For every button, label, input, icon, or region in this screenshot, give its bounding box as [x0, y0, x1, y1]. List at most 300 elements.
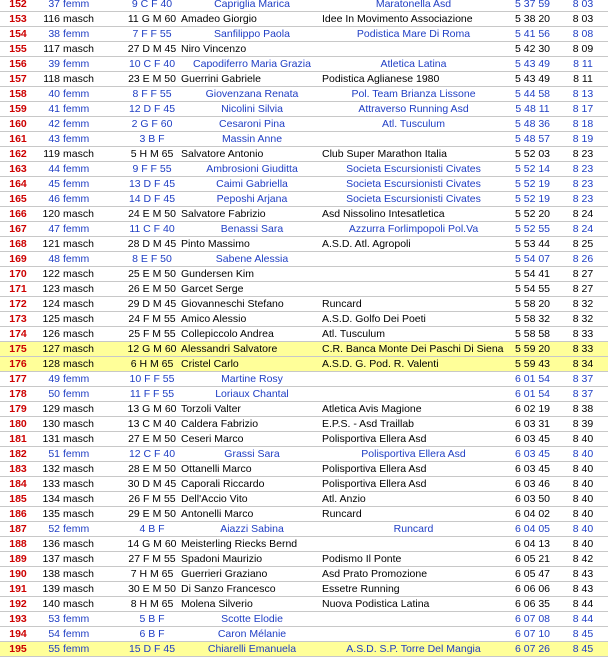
pace-cell: 8 11 [573, 73, 593, 85]
finish-time-cell: 6 03 50 [514, 493, 551, 505]
gender-cell: femm [63, 523, 90, 535]
gender-cell: masch [63, 268, 94, 280]
finish-time-cell: 5 53 44 [514, 238, 551, 250]
athlete-name-cell: Garcet Serge [181, 283, 244, 295]
position-cell: 153 [9, 13, 27, 25]
club-cell: Polisportiva Ellera Asd [322, 478, 427, 490]
athlete-name-cell: Ceseri Marco [181, 433, 244, 445]
position-cell: 161 [9, 133, 27, 145]
gender-cell: masch [63, 598, 94, 610]
finish-time-cell: 5 43 49 [514, 58, 551, 70]
position-cell: 159 [9, 103, 27, 115]
athlete-name-cell: Amico Alessio [181, 313, 247, 325]
gender-cell: masch [63, 553, 94, 565]
pace-cell: 8 08 [572, 28, 594, 40]
position-cell: 171 [9, 283, 27, 295]
finish-time-cell: 5 48 36 [514, 118, 551, 130]
gender-rank-cell: 117 [43, 43, 60, 55]
table-row [0, 102, 608, 117]
position-cell: 184 [9, 478, 27, 490]
club-cell [322, 537, 505, 551]
athlete-name-cell: Caporali Riccardo [181, 478, 265, 490]
athlete-name-cell: Salvatore Antonio [181, 148, 264, 160]
athlete-name-cell: Capodiferro Maria Grazia [193, 58, 311, 70]
gender-rank-cell: 139 [42, 583, 60, 595]
gender-rank-cell: 48 [48, 253, 60, 265]
position-cell: 163 [9, 163, 27, 175]
gender-cell: masch [63, 13, 94, 25]
table-row [0, 627, 608, 642]
finish-time-cell: 5 37 59 [514, 0, 551, 10]
athlete-name-cell: Scotte Elodie [221, 613, 283, 625]
athlete-name-cell: Amadeo Giorgio [181, 13, 257, 25]
athlete-name-cell: Loriaux Chantal [215, 388, 289, 400]
position-cell: 180 [9, 418, 27, 430]
finish-time-cell: 5 52 19 [514, 178, 551, 190]
athlete-name-cell: Cristel Carlo [181, 358, 239, 370]
athlete-name-cell: Caimi Gabriella [216, 178, 288, 190]
athlete-name-cell: Dell'Accio Vito [181, 493, 248, 505]
club-cell: E.P.S. - Asd Traillab [322, 418, 415, 430]
category-cell: 14 G M 60 [127, 538, 177, 550]
category-cell: 15 D F 45 [128, 643, 176, 655]
club-cell: Atl. Tusculum [322, 328, 386, 340]
table-row [0, 162, 608, 177]
table-row [0, 207, 608, 222]
gender-cell: femm [63, 163, 90, 175]
gender-rank-cell: 116 [43, 13, 60, 25]
category-cell: 14 D F 45 [128, 193, 176, 205]
finish-time-cell: 5 58 32 [514, 313, 551, 325]
club-cell: Azzurra Forlimpopoli Pol.Va [348, 223, 479, 235]
club-cell: Club Super Marathon Italia [322, 148, 447, 160]
gender-cell: femm [63, 223, 90, 235]
pace-cell: 8 32 [572, 313, 594, 325]
table-row [0, 12, 608, 27]
athlete-name-cell: Sabene Alessia [215, 253, 289, 265]
gender-rank-cell: 130 [42, 418, 60, 430]
gender-rank-cell: 53 [48, 613, 60, 625]
gender-rank-cell: 42 [48, 118, 60, 130]
club-cell: Atl. Tusculum [381, 118, 446, 130]
gender-rank-cell: 39 [48, 58, 60, 70]
table-row [0, 417, 608, 432]
pace-cell: 8 44 [572, 598, 594, 610]
table-row [0, 387, 608, 402]
gender-rank-cell: 127 [42, 343, 60, 355]
position-cell: 183 [9, 463, 27, 475]
table-row [0, 552, 608, 567]
gender-cell: masch [63, 238, 94, 250]
club-cell: A.S.D. Atl. Agropoli [322, 238, 411, 250]
club-cell: Asd Prato Promozione [322, 568, 428, 580]
position-cell: 173 [9, 313, 27, 325]
category-cell: 26 F M 55 [128, 493, 176, 505]
pace-cell: 8 40 [572, 478, 594, 490]
category-cell: 13 G M 60 [127, 403, 177, 415]
athlete-name-cell: Caron Mélanie [217, 628, 287, 640]
category-cell: 7 F F 55 [132, 28, 172, 40]
pace-cell: 8 37 [572, 373, 594, 385]
athlete-name-cell: Giovenzana Renata [205, 88, 299, 100]
finish-time-cell: 5 58 20 [514, 298, 551, 310]
pace-cell: 8 25 [572, 238, 594, 250]
category-cell: 11 F F 55 [129, 388, 175, 400]
position-cell: 179 [9, 403, 27, 415]
table-row [0, 582, 608, 597]
gender-cell: masch [63, 583, 94, 595]
pace-cell: 8 40 [572, 538, 594, 550]
pace-cell: 8 23 [572, 163, 594, 175]
table-row [0, 282, 608, 297]
athlete-name-cell: Cesaroni Pina [219, 118, 285, 130]
gender-rank-cell: 54 [48, 628, 60, 640]
table-row [0, 297, 608, 312]
club-cell [322, 267, 505, 281]
gender-cell: masch [63, 493, 94, 505]
gender-rank-cell: 123 [42, 283, 60, 295]
pace-cell: 8 40 [572, 523, 594, 535]
club-cell: Polisportiva Ellera Asd [361, 448, 466, 460]
table-row [0, 597, 608, 612]
pace-cell: 8 38 [572, 403, 594, 415]
table-row [0, 642, 608, 657]
club-cell: Idee In Movimento Associazione [322, 13, 473, 25]
gender-cell: femm [63, 613, 90, 625]
finish-time-cell: 5 52 14 [514, 163, 551, 175]
athlete-name-cell: Benassi Sara [220, 223, 284, 235]
category-cell: 3 B F [139, 133, 165, 145]
finish-time-cell: 5 59 20 [514, 343, 551, 355]
finish-time-cell: 5 48 57 [514, 133, 551, 145]
athlete-name-cell: Capriglia Marica [214, 0, 290, 10]
gender-rank-cell: 128 [42, 358, 60, 370]
gender-rank-cell: 40 [48, 88, 60, 100]
pace-cell: 8 23 [572, 148, 594, 160]
table-row [0, 57, 608, 72]
gender-cell: femm [63, 178, 90, 190]
category-cell: 26 E M 50 [128, 283, 176, 295]
category-cell: 27 F M 55 [128, 553, 176, 565]
category-cell: 5 B F [139, 613, 165, 625]
gender-cell: masch [63, 148, 94, 160]
gender-rank-cell: 44 [48, 163, 60, 175]
table-row [0, 147, 608, 162]
pace-cell: 8 34 [572, 358, 594, 370]
athlete-name-cell: Aiazzi Sabina [220, 523, 284, 535]
gender-cell: masch [63, 43, 94, 55]
table-row [0, 372, 608, 387]
gender-rank-cell: 47 [48, 223, 60, 235]
category-cell: 2 G F 60 [131, 118, 173, 130]
club-cell: Societa Escursionisti Civates [346, 178, 481, 190]
gender-cell: masch [63, 508, 94, 520]
finish-time-cell: 6 02 19 [514, 403, 551, 415]
position-cell: 165 [9, 193, 27, 205]
position-cell: 187 [9, 523, 27, 535]
club-cell: Podistica Mare Di Roma [356, 28, 471, 40]
athlete-name-cell: Molena Silverio [181, 598, 253, 610]
gender-cell: femm [63, 193, 90, 205]
finish-time-cell: 6 07 26 [514, 643, 551, 655]
position-cell: 191 [9, 583, 27, 595]
gender-cell: femm [63, 388, 90, 400]
gender-rank-cell: 124 [42, 298, 60, 310]
athlete-name-cell: Peposhi Arjana [216, 193, 288, 205]
position-cell: 170 [9, 268, 27, 280]
club-cell: Atl. Anzio [322, 493, 366, 505]
position-cell: 174 [9, 328, 27, 340]
table-row [0, 477, 608, 492]
athlete-name-cell: Guerrieri Graziano [181, 568, 268, 580]
club-cell [322, 252, 505, 266]
table-row [0, 432, 608, 447]
athlete-name-cell: Massin Anne [221, 133, 283, 145]
category-cell: 23 E M 50 [128, 73, 176, 85]
pace-cell: 8 40 [572, 508, 594, 520]
position-cell: 177 [9, 373, 27, 385]
gender-cell: masch [63, 433, 94, 445]
gender-rank-cell: 37 [48, 0, 60, 10]
athlete-name-cell: Ottanelli Marco [181, 463, 252, 475]
athlete-name-cell: Caldera Fabrizio [181, 418, 259, 430]
gender-rank-cell: 121 [42, 238, 60, 250]
table-row [0, 72, 608, 87]
finish-time-cell: 6 03 46 [514, 478, 551, 490]
pace-cell: 8 43 [572, 568, 594, 580]
position-cell: 188 [9, 538, 27, 550]
finish-time-cell: 5 58 58 [514, 328, 551, 340]
pace-cell: 8 45 [572, 643, 594, 655]
gender-cell: masch [63, 358, 94, 370]
position-cell: 181 [9, 433, 27, 445]
gender-rank-cell: 133 [42, 478, 60, 490]
gender-rank-cell: 41 [48, 103, 60, 115]
pace-cell: 8 39 [572, 418, 594, 430]
finish-time-cell: 5 59 43 [514, 358, 551, 370]
finish-time-cell: 5 42 30 [514, 43, 551, 55]
pace-cell: 8 23 [572, 178, 594, 190]
category-cell: 13 C M 40 [127, 418, 177, 430]
gender-cell: masch [63, 343, 94, 355]
gender-cell: femm [63, 88, 90, 100]
category-cell: 30 E M 50 [128, 583, 176, 595]
athlete-name-cell: Niro Vincenzo [181, 43, 247, 55]
category-cell: 12 C F 40 [128, 448, 176, 460]
table-row [0, 327, 608, 342]
finish-time-cell: 5 54 07 [514, 253, 551, 265]
position-cell: 169 [9, 253, 27, 265]
position-cell: 176 [9, 358, 27, 370]
gender-cell: femm [63, 643, 90, 655]
club-cell [322, 627, 505, 641]
gender-rank-cell: 120 [42, 208, 60, 220]
position-cell: 164 [9, 178, 27, 190]
gender-cell: femm [63, 28, 90, 40]
club-cell [322, 612, 505, 626]
pace-cell: 8 17 [572, 103, 594, 115]
gender-cell: femm [63, 448, 90, 460]
pace-cell: 8 40 [572, 463, 594, 475]
gender-cell: masch [63, 478, 94, 490]
pace-cell: 8 03 [572, 13, 594, 25]
category-cell: 29 E M 50 [128, 508, 176, 520]
athlete-name-cell: Pinto Massimo [181, 238, 250, 250]
gender-cell: masch [63, 463, 94, 475]
athlete-name-cell: Spadoni Maurizio [181, 553, 263, 565]
athlete-name-cell: Grassi Sara [224, 448, 280, 460]
athlete-name-cell: Gundersen Kim [181, 268, 254, 280]
pace-cell: 8 13 [572, 88, 594, 100]
club-cell: Societa Escursionisti Civates [346, 163, 481, 175]
position-cell: 172 [9, 298, 27, 310]
gender-rank-cell: 122 [42, 268, 60, 280]
table-row [0, 0, 608, 12]
athlete-name-cell: Antonelli Marco [181, 508, 254, 520]
table-row [0, 522, 608, 537]
gender-cell: femm [63, 118, 90, 130]
athlete-name-cell: Collepiccolo Andrea [181, 328, 274, 340]
table-row [0, 312, 608, 327]
position-cell: 160 [9, 118, 27, 130]
gender-rank-cell: 136 [42, 538, 60, 550]
category-cell: 8 H M 65 [130, 598, 174, 610]
finish-time-cell: 5 54 55 [514, 283, 551, 295]
finish-time-cell: 6 05 47 [514, 568, 551, 580]
category-cell: 25 E M 50 [128, 268, 176, 280]
position-cell: 175 [9, 343, 27, 355]
finish-time-cell: 6 04 13 [514, 538, 551, 550]
category-cell: 24 F M 55 [128, 313, 176, 325]
club-cell: A.S.D. G. Pod. R. Valenti [322, 358, 439, 370]
club-cell [322, 372, 505, 386]
gender-rank-cell: 126 [42, 328, 60, 340]
table-row [0, 267, 608, 282]
gender-cell: masch [63, 538, 94, 550]
position-cell: 168 [9, 238, 27, 250]
pace-cell: 8 26 [572, 253, 594, 265]
athlete-name-cell: Martine Rosy [221, 373, 283, 385]
category-cell: 5 H M 65 [130, 148, 174, 160]
gender-rank-cell: 134 [42, 493, 60, 505]
athlete-name-cell: Di Sanzo Francesco [181, 583, 276, 595]
table-row [0, 357, 608, 372]
gender-rank-cell: 129 [42, 403, 60, 415]
finish-time-cell: 5 52 19 [514, 193, 551, 205]
finish-time-cell: 5 44 58 [514, 88, 551, 100]
category-cell: 6 B F [139, 628, 165, 640]
gender-rank-cell: 52 [48, 523, 60, 535]
gender-cell: masch [63, 298, 94, 310]
gender-cell: masch [63, 73, 94, 85]
finish-time-cell: 5 38 20 [514, 13, 551, 25]
gender-rank-cell: 140 [42, 598, 60, 610]
gender-cell: masch [63, 403, 94, 415]
position-cell: 194 [9, 628, 27, 640]
pace-cell: 8 37 [572, 388, 594, 400]
position-cell: 192 [9, 598, 27, 610]
pace-cell: 8 32 [572, 298, 594, 310]
club-cell: Polisportiva Ellera Asd [322, 433, 427, 445]
club-cell: C.R. Banca Monte Dei Paschi Di Siena [322, 343, 504, 355]
club-cell: Societa Escursionisti Civates [346, 193, 481, 205]
club-cell: Pol. Team Brianza Lissone [351, 88, 476, 100]
gender-rank-cell: 51 [48, 448, 60, 460]
table-row [0, 222, 608, 237]
finish-time-cell: 5 41 56 [514, 28, 551, 40]
category-cell: 28 E M 50 [128, 463, 176, 475]
table-row [0, 87, 608, 102]
gender-rank-cell: 135 [42, 508, 60, 520]
table-row [0, 612, 608, 627]
club-cell: Runcard [393, 523, 434, 535]
position-cell: 166 [9, 208, 27, 220]
club-cell: Podismo Il Ponte [322, 553, 402, 565]
athlete-name-cell: Alessandri Salvatore [181, 343, 278, 355]
club-cell: Atletica Latina [380, 58, 447, 70]
category-cell: 12 G M 60 [127, 343, 177, 355]
position-cell: 152 [9, 0, 27, 10]
table-row [0, 537, 608, 552]
finish-time-cell: 6 03 45 [514, 448, 551, 460]
athlete-name-cell: Salvatore Fabrizio [181, 208, 266, 220]
pace-cell: 8 24 [572, 223, 594, 235]
finish-time-cell: 6 07 10 [514, 628, 551, 640]
pace-cell: 8 09 [572, 43, 594, 55]
pace-cell: 8 18 [572, 118, 594, 130]
pace-cell: 8 45 [572, 628, 594, 640]
athlete-name-cell: Guerrini Gabriele [181, 73, 261, 85]
club-cell: Runcard [322, 508, 362, 520]
pace-cell: 8 42 [572, 553, 594, 565]
gender-cell: femm [63, 133, 90, 145]
athlete-name-cell: Giovanneschi Stefano [181, 298, 284, 310]
pace-cell: 8 33 [572, 343, 594, 355]
table-row [0, 447, 608, 462]
table-row [0, 252, 608, 267]
pace-cell: 8 11 [573, 58, 593, 70]
category-cell: 8 F F 55 [132, 88, 172, 100]
club-cell [322, 282, 505, 296]
finish-time-cell: 6 03 45 [514, 433, 551, 445]
club-cell [322, 132, 505, 146]
club-cell: Maratonella Asd [375, 0, 452, 10]
pace-cell: 8 23 [572, 193, 594, 205]
table-row [0, 42, 608, 57]
finish-time-cell: 5 43 49 [514, 73, 551, 85]
finish-time-cell: 5 52 55 [514, 223, 551, 235]
pace-cell: 8 27 [572, 283, 594, 295]
athlete-name-cell: Sanfilippo Paola [214, 28, 290, 40]
club-cell: Nuova Podistica Latina [322, 598, 430, 610]
category-cell: 24 E M 50 [128, 208, 176, 220]
pace-cell: 8 44 [572, 613, 594, 625]
athlete-name-cell: Chiarelli Emanuela [207, 643, 297, 655]
category-cell: 13 D F 45 [128, 178, 176, 190]
position-cell: 155 [9, 43, 27, 55]
position-cell: 195 [9, 643, 27, 655]
finish-time-cell: 6 01 54 [514, 373, 551, 385]
position-cell: 156 [9, 58, 27, 70]
finish-time-cell: 6 06 06 [514, 583, 551, 595]
category-cell: 11 G M 60 [127, 13, 177, 25]
gender-cell: femm [63, 628, 90, 640]
gender-cell: masch [63, 283, 94, 295]
position-cell: 193 [9, 613, 27, 625]
club-cell [322, 42, 505, 56]
category-cell: 25 F M 55 [128, 328, 176, 340]
gender-rank-cell: 119 [43, 148, 60, 160]
